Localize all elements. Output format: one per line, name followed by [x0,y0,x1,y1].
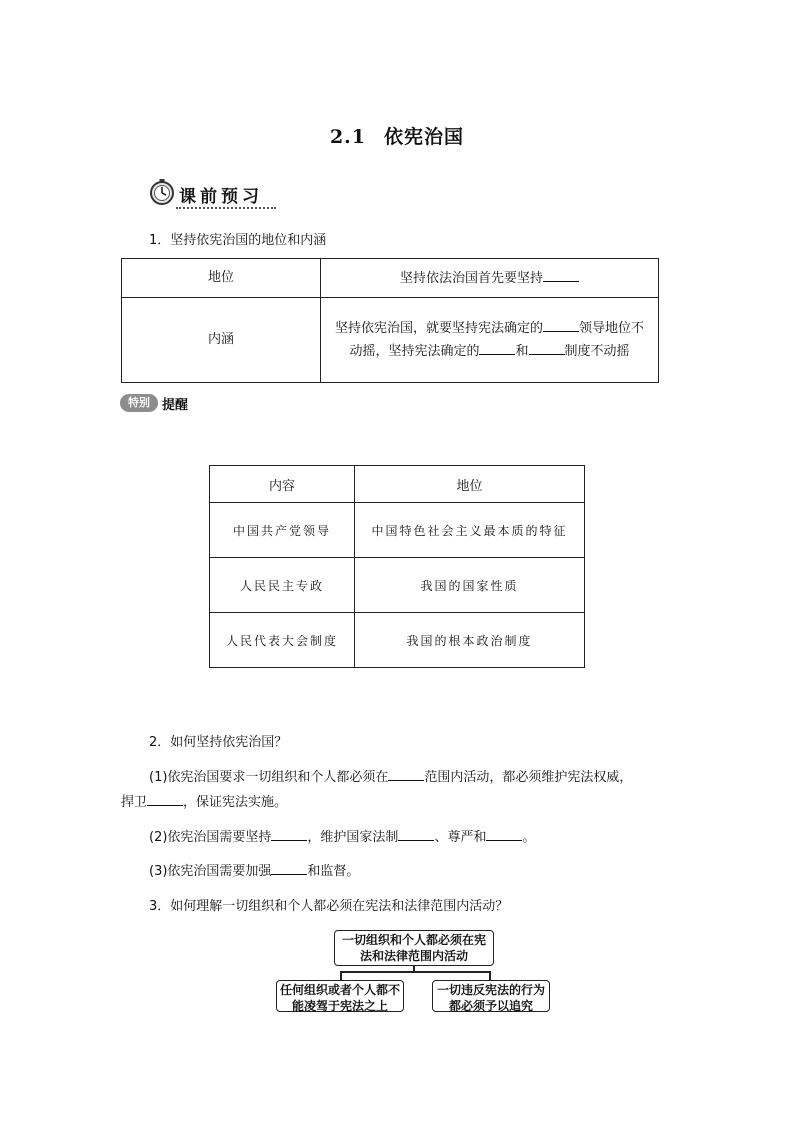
answer-blank[interactable] [398,826,434,841]
section-underline [176,205,276,209]
answer-blank[interactable] [486,826,522,841]
answer-blank[interactable] [543,317,579,332]
stopwatch-icon [148,178,176,206]
table-cell: 中国共产党领导 [210,503,355,558]
title-number: 2.1 [329,126,367,148]
table-cell-head: 地位 [122,259,321,298]
answer-blank[interactable] [543,267,579,282]
diagram-top-box: 一切组织和个人都必须在宪法和法律范围内活动 [334,930,494,966]
paragraph-1-continued: 捍卫 ，保证宪法实施。 [121,791,287,814]
table-cell: 我国的根本政治制度 [355,613,585,668]
paragraph-1: (1)依宪治国要求一切组织和个人都必须在 范围内活动，都必须维护宪法权威， [149,766,689,789]
table-row [210,613,585,668]
question-1: 1．坚持依宪治国的地位和内涵 [149,233,327,248]
title-text: 依宪治国 [384,126,465,148]
diagram-right-box: 一切违反宪法的行为都必须予以追究 [432,980,550,1012]
table-cell: 人民民主专政 [210,558,355,613]
question-3: 3．如何理解一切组织和个人都必须在宪法和法律范围内活动？ [149,899,509,914]
diagram-left-box: 任何组织或者个人都不能凌驾于宪法之上 [276,980,404,1012]
table-cell: 我国的国家性质 [355,558,585,613]
paragraph-3: (3)依宪治国需要加强 和监督。 [149,860,359,883]
section-badge [148,178,278,210]
question-2: 2．如何坚持依宪治国？ [149,735,288,750]
table-cell-body: 坚持依法治国首先要坚持 [321,259,659,298]
reminder-pill: 特别 [120,394,158,412]
table-row [122,298,659,383]
section-label: 课前预习 [179,187,263,207]
table-row [122,259,659,298]
table-status-connotation [121,258,659,383]
table-header-row [210,466,585,503]
paragraph-2: (2)依宪治国需要坚持 ，维护国家法制 、尊严和 。 [149,826,535,849]
table-content-status [209,465,585,668]
page-title [0,122,794,149]
reminder-text: 提醒 [162,398,189,413]
column-header: 内容 [210,466,355,503]
answer-blank[interactable] [271,860,307,875]
table-row [210,558,585,613]
answer-blank[interactable] [529,340,565,355]
diagram-connector [340,971,342,980]
answer-blank[interactable] [388,766,424,781]
diagram-connector [340,971,490,973]
column-header: 地位 [355,466,585,503]
diagram-connector [489,971,491,980]
answer-blank[interactable] [479,340,515,355]
table-cell-body: 坚持依宪治国，就要坚持宪法确定的 领导地位不动摇，坚持宪法确定的 和 制度不动摇 [321,298,659,383]
table-cell: 中国特色社会主义最本质的特征 [355,503,585,558]
answer-blank[interactable] [147,791,183,806]
table-cell: 人民代表大会制度 [210,613,355,668]
answer-blank[interactable] [271,826,307,841]
table-cell-head: 内涵 [122,298,321,383]
table-row [210,503,585,558]
